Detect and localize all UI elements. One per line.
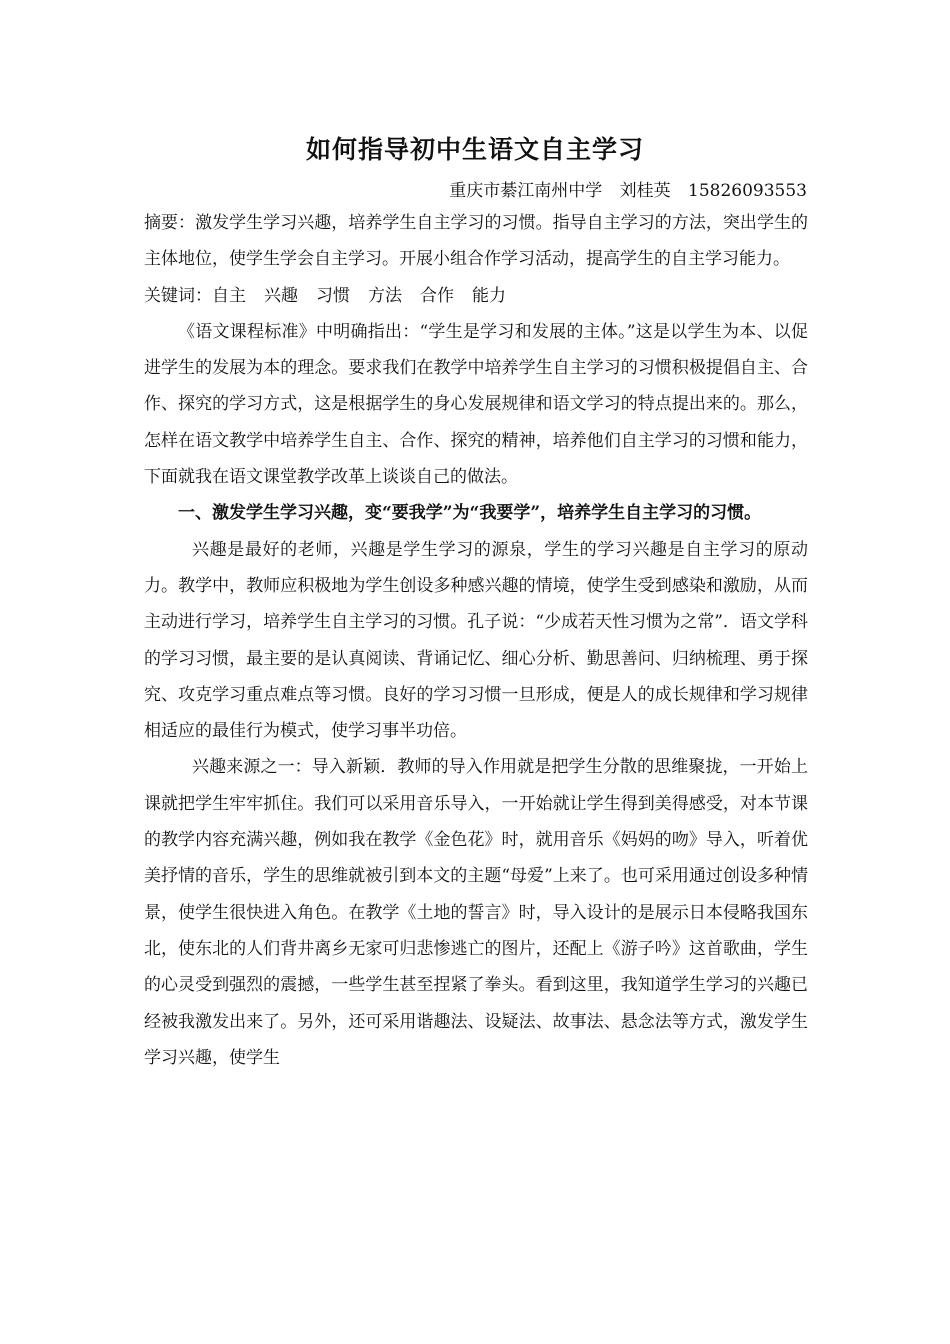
keyword: 习惯 — [316, 285, 350, 306]
keywords-line — [144, 278, 808, 314]
author-line: 重庆市綦江南州中学 刘桂英 15826093553 — [449, 181, 807, 201]
keyword: 合作 — [420, 285, 454, 306]
interest-source-paragraph: 兴趣来源之一：导入新颖．教师的导入作用就是把学生分散的思维聚拢，一开始上课就把学生牢牢抓住。我们可以采用音乐导入，一开始就让学生得到美得感受，对本节课的教学内容充满兴趣，例如我在教学《金色花》时，就用音乐《妈妈的吻》导入，听着优美抒情的音乐，学生的思维就被引到本文的主题“母爱”上来了。也可采用通过创设多种情景，使学生很快进入角色。在教学《土地的誓言》时，导入设计的是展示日本侵略我国东北，使东北的人们背井离乡无家可归悲惨逃亡的图片，还配上《游子吟》这首歌曲，学生的心灵受到强烈的震撼，一些学生甚至捏紧了拳头。看到这里，我知道学生学习的兴趣已经被我激发出来了。另外，还可采用谐趣法、设疑法、故事法、悬念法等方式，激发学生学习兴趣，使学生 — [144, 757, 808, 1068]
keyword: 兴趣 — [264, 285, 298, 306]
document-title: 如何指导初中生语文自主学习 — [305, 135, 644, 164]
keyword: 方法 — [368, 285, 402, 306]
intro-paragraph: 《语文课程标准》中明确指出：“学生是学习和发展的主体。”这是以学生为本、以促进学生的发展为本的理念。要求我们在教学中培养学生自主学习的习惯积极提倡自主、合作、探究的学习方式，这是根据学生的身心发展规律和语文学习的特点提出来的。那么，怎样在语文教学中培养学生自主、合作、探究的精神，培养他们自主学习的习惯和能力，下面就我在语文课堂教学改革上谈谈自己的做法。 — [144, 321, 808, 488]
document-body — [144, 205, 808, 1076]
interest-paragraph: 兴趣是最好的老师，兴趣是学生学习的源泉，学生的学习兴趣是自主学习的原动力。教学中，教师应积极地为学生创设多种感兴趣的情境，使学生受到感染和激励，从而主动进行学习，培养学生自主学习的习惯。孔子说：“少成若天性习惯为之常”．语文学科的学习习惯，最主要的是认真阅读、背诵记忆、细心分析、勤思善问、归纳梳理、勇于探究、攻克学习重点难点等习惯。良好的学习习惯一旦形成，便是人的成长规律和学习规律相适应的最佳行为模式，使学习事半功倍。 — [144, 539, 808, 742]
keyword: 自主 — [212, 285, 246, 306]
keyword: 能力 — [472, 285, 506, 306]
abstract-paragraph: 摘要：激发学生学习兴趣，培养学生自主学习的习惯。指导自主学习的方法，突出学生的主体地位，使学生学会自主学习。开展小组合作学习活动，提高学生的自主学习能力。 — [144, 213, 808, 270]
keywords-label: 关键词： — [144, 285, 212, 306]
section-heading: 一、激发学生学习兴趣，变“要我学”为“我要学”，培养学生自主学习的习惯。 — [178, 503, 762, 524]
